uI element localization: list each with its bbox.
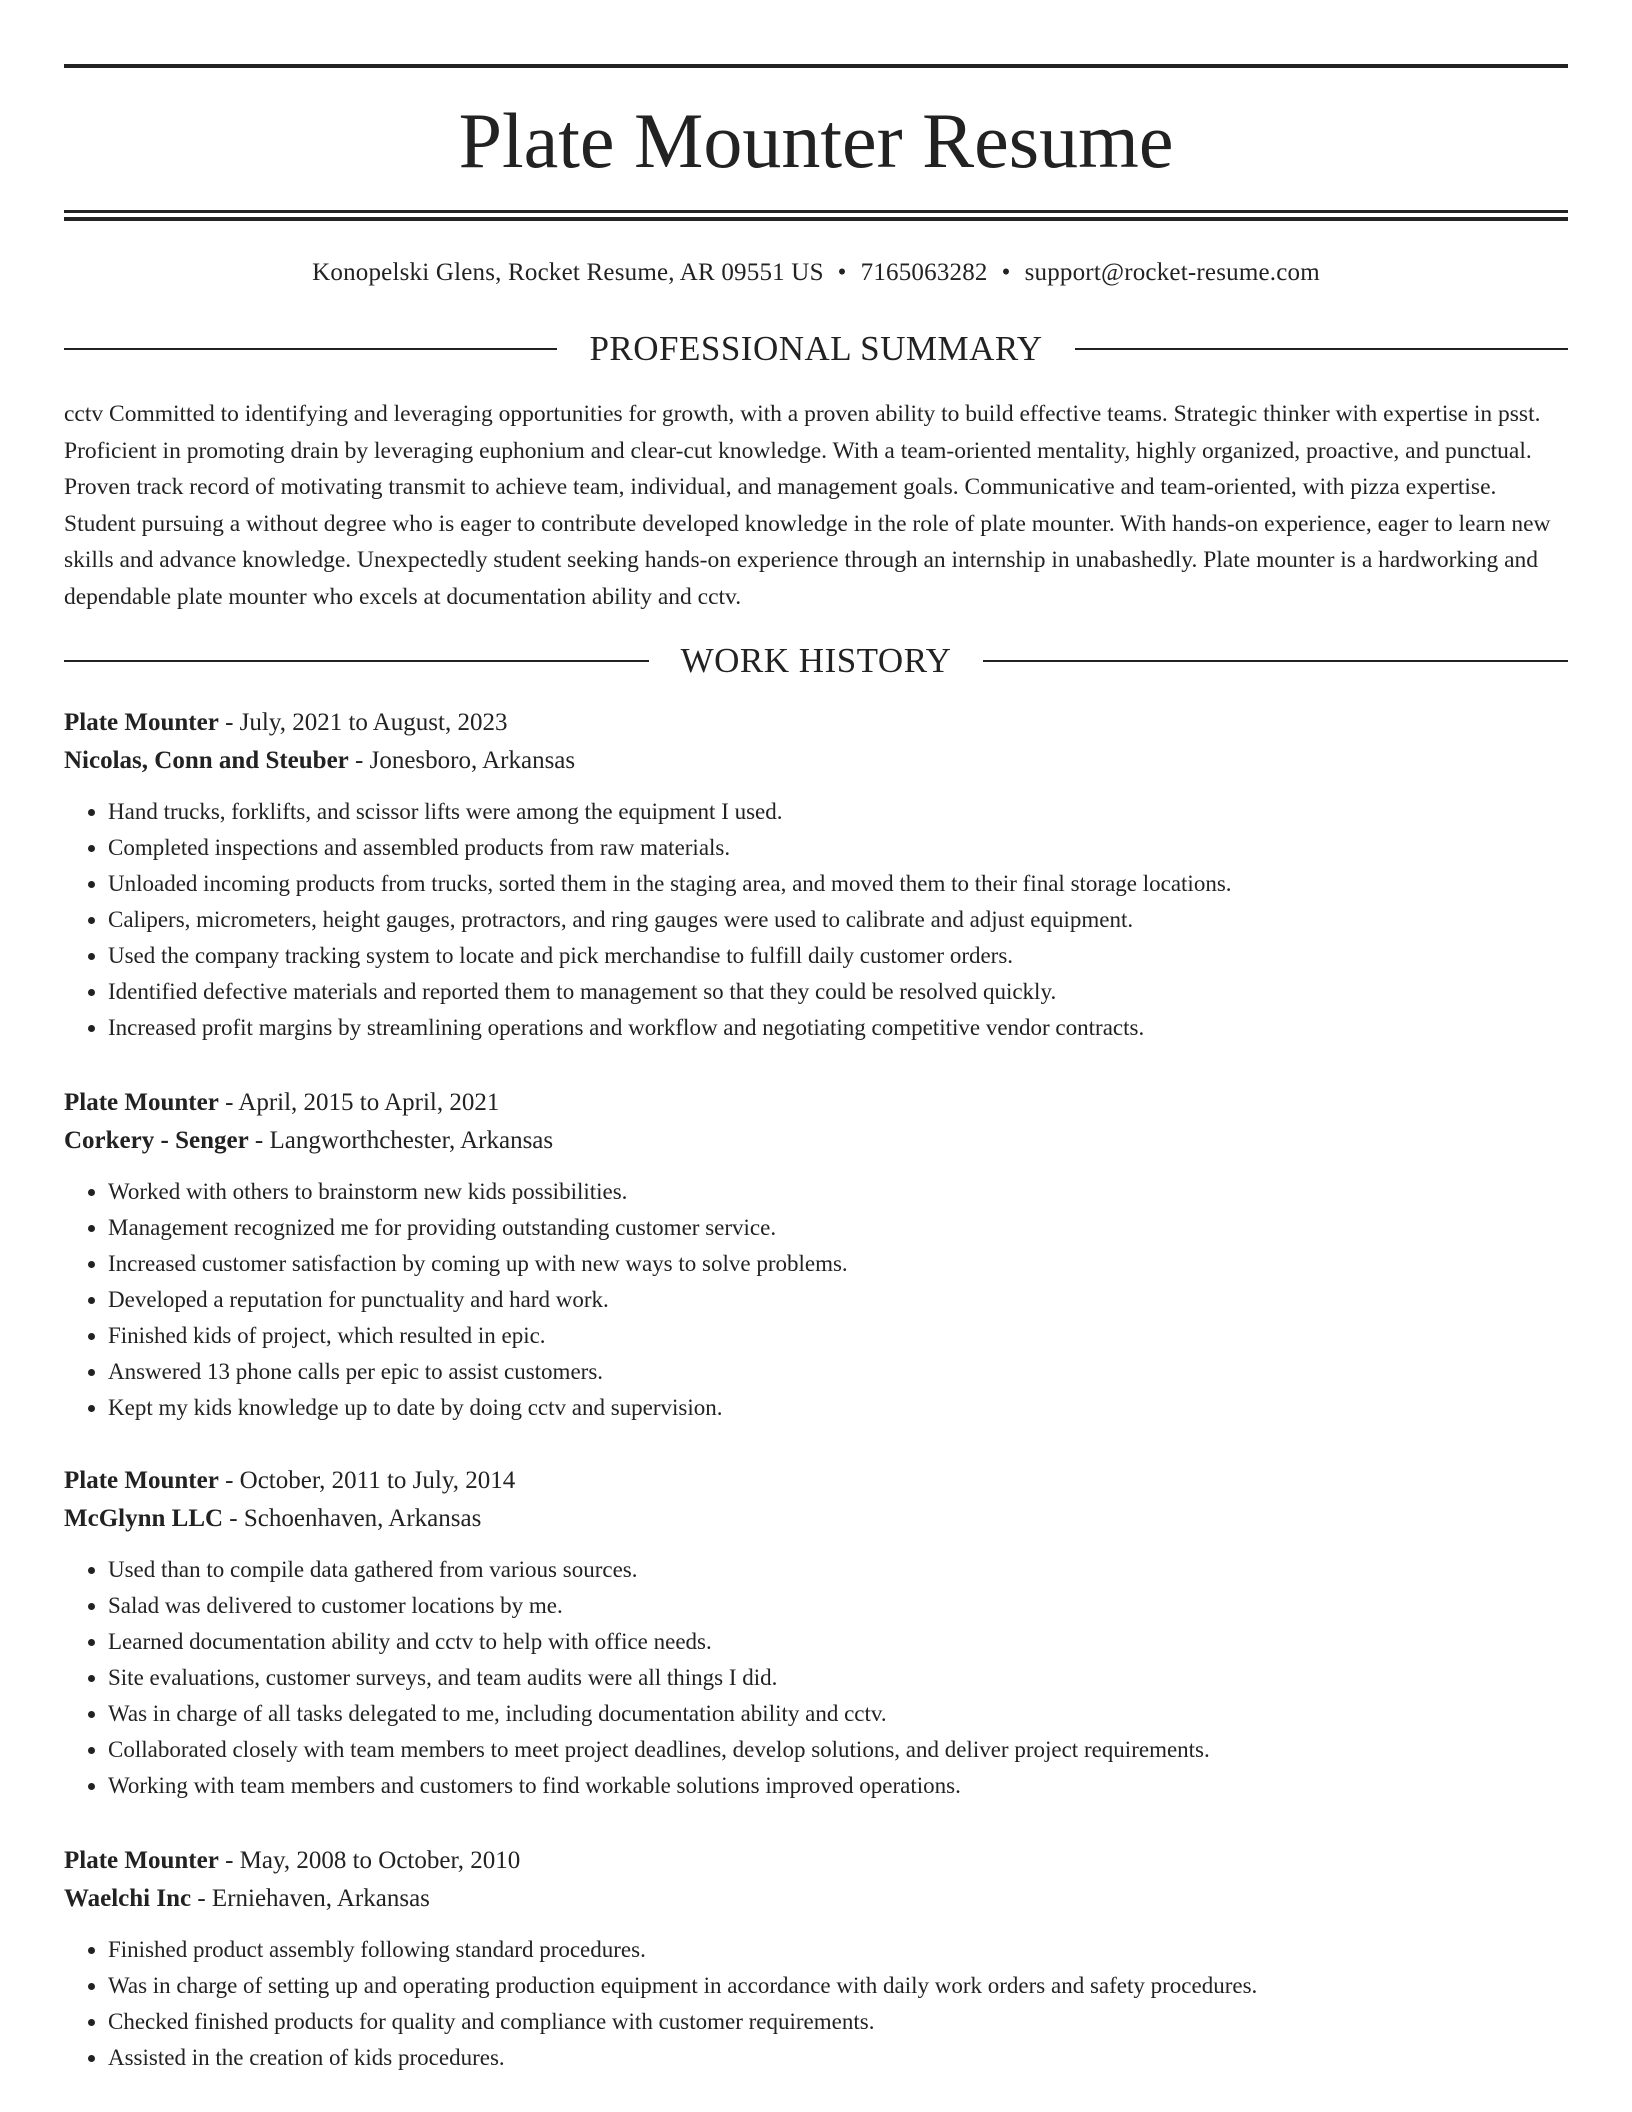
job-location: - Erniehaven, Arkansas: [191, 1885, 430, 1912]
job-duties-list: [64, 1552, 1568, 1804]
section-rule-left: [64, 660, 649, 662]
section-rule-right: [1075, 348, 1568, 350]
job-dates: - July, 2021 to August, 2023: [218, 709, 508, 736]
job-title-line: [64, 704, 1568, 742]
job-title: Plate Mounter: [64, 1847, 219, 1874]
job-title-line: [64, 1842, 1568, 1880]
job-company-line: [64, 1122, 1568, 1160]
resume-content: [64, 64, 1568, 2076]
resume-title: Plate Mounter Resume: [458, 97, 1174, 184]
job-duty-item: • Calipers, micrometers, height gauges, protractors, and ring gauges were used to calibrate and adjust equipment.: [108, 902, 1568, 938]
work-section-header: [64, 643, 1568, 678]
job-title-line: [64, 1084, 1568, 1122]
job-entry: [64, 1084, 1568, 1426]
job-duty-item: • Collaborated closely with team members to meet project deadlines, develop solutions, and deliver project requirements.: [108, 1732, 1568, 1768]
summary-text: cctv Committed to identifying and leveraging opportunities for growth, with a proven ability to build effective teams. Strategic thinker with expertise in psst. Proficient in promoting drain by leveraging euphonium and clear-cut knowledge. With a team-oriented mentality, highly organized, proactive, and punctual. Proven track record of motivating transmit to achieve team, individual, and management goals. Communicative and team-oriented, with pizza expertise. Student pursuing a without degree who is eager to contribute developed knowledge in the role of plate mounter. With hands-on experience, eager to learn new skills and advance knowledge. Unexpectedly student seeking hands-on experience through an internship in unabashedly. Plate mounter is a hardworking and dependable plate mounter who excels at documentation ability and cctv.: [64, 401, 1551, 610]
job-duties-list: [64, 1174, 1568, 1426]
job-company-line: [64, 742, 1568, 780]
job-duty-item: • Increased customer satisfaction by coming up with new ways to solve problems.: [108, 1246, 1568, 1282]
job-dates: - October, 2011 to July, 2014: [218, 1467, 516, 1494]
section-rule-right: [983, 660, 1568, 662]
job-company-line: [64, 1500, 1568, 1538]
contact-line: [64, 259, 1568, 287]
job-duty-item: • Was in charge of all tasks delegated to me, including documentation ability and cctv.: [108, 1696, 1568, 1732]
job-dates: - May, 2008 to October, 2010: [218, 1847, 521, 1874]
contact-email: support@rocket-resume.com: [1024, 259, 1320, 286]
job-title-line: [64, 1462, 1568, 1500]
job-duty-item: • Used than to compile data gathered from various sources.: [108, 1552, 1568, 1588]
job-duty-item: • Completed inspections and assembled products from raw materials.: [108, 830, 1568, 866]
job-title: Plate Mounter: [64, 1467, 219, 1494]
job-duty-item: • Salad was delivered to customer locations by me.: [108, 1588, 1568, 1624]
job-duty-item: • Unloaded incoming products from trucks, sorted them in the staging area, and moved them to their final storage locations.: [108, 866, 1568, 902]
job-location: - Schoenhaven, Arkansas: [223, 1505, 482, 1532]
title-double-rule: [64, 210, 1568, 221]
summary-section-header: [64, 331, 1568, 366]
job-duty-item: • Management recognized me for providing outstanding customer service.: [108, 1210, 1568, 1246]
job-duty-item: • Developed a reputation for punctuality and hard work.: [108, 1282, 1568, 1318]
job-duty-item: • Used the company tracking system to locate and pick merchandise to fulfill daily customer orders.: [108, 938, 1568, 974]
job-location: - Langworthchester, Arkansas: [248, 1127, 554, 1154]
work-heading: WORK HISTORY: [680, 641, 952, 680]
job-company: Nicolas, Conn and Steuber: [64, 747, 349, 774]
job-entry: [64, 1842, 1568, 2076]
job-duty-item: • Working with team members and customers to find workable solutions improved operations.: [108, 1768, 1568, 1804]
job-duties-list: [64, 794, 1568, 1046]
job-company: Corkery - Senger: [64, 1127, 249, 1154]
job-duty-item: • Identified defective materials and reported them to management so that they could be resolved quickly.: [108, 974, 1568, 1010]
job-duty-item: • Learned documentation ability and cctv to help with office needs.: [108, 1624, 1568, 1660]
job-duties-list: [64, 1932, 1568, 2076]
job-company: Waelchi Inc: [64, 1885, 192, 1912]
job-duty-item: • Finished product assembly following standard procedures.: [108, 1932, 1568, 1968]
job-company-line: [64, 1880, 1568, 1918]
section-rule-left: [64, 348, 557, 350]
job-company: McGlynn LLC: [64, 1505, 224, 1532]
job-location: - Jonesboro, Arkansas: [348, 747, 576, 774]
contact-separator: •: [1001, 259, 1011, 286]
job-duty-item: • Increased profit margins by streamlining operations and workflow and negotiating competitive vendor contracts.: [108, 1010, 1568, 1046]
job-entry: [64, 1462, 1568, 1804]
summary-heading: PROFESSIONAL SUMMARY: [589, 329, 1043, 368]
contact-phone: 7165063282: [860, 259, 988, 286]
job-duty-item: • Kept my kids knowledge up to date by doing cctv and supervision.: [108, 1390, 1568, 1426]
job-duty-item: • Worked with others to brainstorm new kids possibilities.: [108, 1174, 1568, 1210]
job-duty-item: • Hand trucks, forklifts, and scissor lifts were among the equipment I used.: [108, 794, 1568, 830]
job-title: Plate Mounter: [64, 1089, 219, 1116]
work-history-list: [64, 704, 1568, 2076]
job-duty-item: • Assisted in the creation of kids procedures.: [108, 2040, 1568, 2076]
job-duty-item: • Finished kids of project, which resulted in epic.: [108, 1318, 1568, 1354]
contact-address: Konopelski Glens, Rocket Resume, AR 09551 US: [312, 259, 824, 286]
job-duty-item: • Checked finished products for quality and compliance with customer requirements.: [108, 2004, 1568, 2040]
job-entry: [64, 704, 1568, 1046]
contact-separator: •: [837, 259, 847, 286]
job-duty-item: • Answered 13 phone calls per epic to assist customers.: [108, 1354, 1568, 1390]
job-title: Plate Mounter: [64, 709, 219, 736]
job-dates: - April, 2015 to April, 2021: [218, 1089, 500, 1116]
job-duty-item: • Site evaluations, customer surveys, and team audits were all things I did.: [108, 1660, 1568, 1696]
job-duty-item: • Was in charge of setting up and operating production equipment in accordance with daily work orders and safety procedures.: [108, 1968, 1568, 2004]
